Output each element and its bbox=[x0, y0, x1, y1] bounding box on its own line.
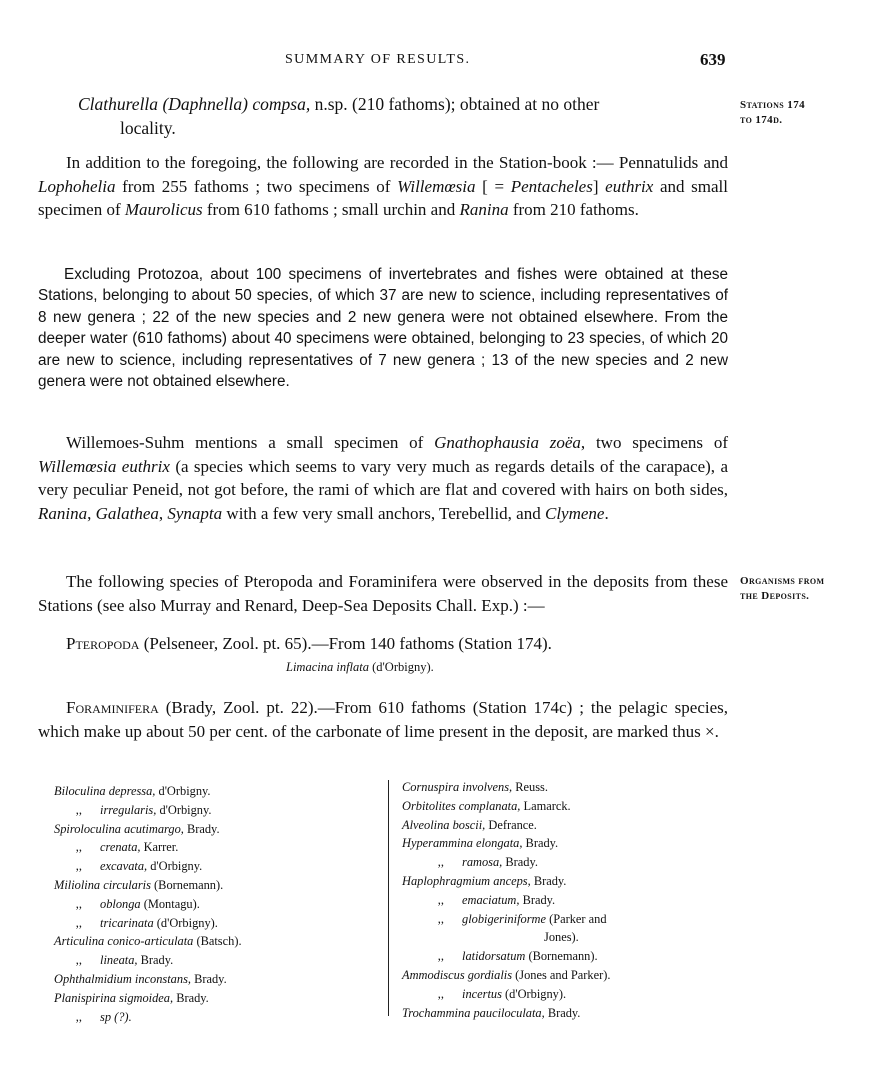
taxon-author: Jones). bbox=[544, 930, 579, 945]
species-row bbox=[54, 970, 384, 989]
species-row bbox=[402, 834, 712, 853]
taxon-name: irregularis, bbox=[100, 802, 157, 817]
text: from 610 fathoms ; small urchin and bbox=[202, 200, 460, 219]
taxon-author: Brady. bbox=[502, 855, 538, 870]
text: , bbox=[158, 503, 168, 523]
species-row bbox=[54, 895, 384, 914]
species-row bbox=[402, 797, 712, 816]
taxon-name: Orbitolites complanata, bbox=[402, 798, 521, 813]
taxon-author: Karrer. bbox=[140, 840, 179, 855]
text: (Pelseneer, Zool. pt. 65).—From 140 fathoms (Station 174). bbox=[139, 634, 552, 653]
taxon-author: Brady. bbox=[530, 873, 567, 888]
taxon-name: incertus bbox=[462, 986, 502, 1001]
taxon-author: (d'Orbigny). bbox=[153, 915, 218, 930]
species-row bbox=[54, 876, 384, 895]
taxon-name: Ammodiscus gordialis bbox=[402, 967, 513, 982]
ditto-mark: ,, bbox=[437, 986, 444, 1001]
taxon-name: emaciatum, bbox=[462, 892, 520, 907]
taxon-name: Planispirina sigmoidea, bbox=[54, 990, 174, 1005]
text: (a species which seems to vary very much as regards details of the carapace), a very peculiar Peneid, not got before, the rami of which are flat and covered with hairs on both sides, bbox=[38, 456, 728, 499]
ditto-mark: ,, bbox=[437, 911, 444, 926]
taxon-name: Trochammina pauciloculata, bbox=[402, 1005, 545, 1020]
section-label: Foraminifera bbox=[66, 698, 159, 717]
running-title: SUMMARY OF RESULTS. bbox=[285, 52, 471, 67]
taxon-name: globigeriniforme bbox=[462, 911, 546, 926]
text: , two specimens of bbox=[580, 433, 728, 452]
taxon-name: ramosa, bbox=[462, 855, 503, 870]
taxon: Ranina bbox=[38, 503, 88, 523]
species-row bbox=[54, 914, 384, 933]
taxon-author: (Montagu). bbox=[140, 896, 200, 911]
text: . bbox=[604, 503, 609, 523]
ditto-mark: ,, bbox=[75, 859, 82, 874]
text: , bbox=[87, 503, 96, 523]
text: (Brady, Zool. pt. 22).—From 610 fathoms (Station 174c) ; the pelagic species, which make up about 50 per cent. of the carbonate of lime present in the deposit, are marked thus ×. bbox=[38, 698, 728, 741]
ditto-mark: ,, bbox=[75, 802, 82, 817]
author: (d'Orbigny). bbox=[369, 660, 434, 674]
taxon-author: d'Orbigny. bbox=[147, 859, 203, 874]
taxon-name: Alveolina boscii, bbox=[402, 817, 486, 832]
taxon-author: (Parker and bbox=[545, 911, 607, 926]
species-row bbox=[402, 947, 712, 966]
section-label: Pteropoda bbox=[66, 634, 140, 653]
taxon: Clymene bbox=[544, 503, 605, 523]
taxon-author: Brady. bbox=[519, 892, 556, 907]
taxon-author: (Batsch). bbox=[193, 934, 242, 949]
text: from 255 fathoms ; two specimens of bbox=[115, 176, 398, 196]
taxon-author: (Bornemann). bbox=[525, 949, 598, 964]
taxon-name: Articulina conico-articulata bbox=[54, 934, 194, 949]
taxon: euthrix bbox=[605, 176, 654, 196]
ditto-mark: ,, bbox=[437, 892, 444, 907]
ditto-mark: ,, bbox=[437, 855, 444, 870]
taxon: Willemœsia bbox=[397, 176, 476, 196]
species-row bbox=[54, 989, 384, 1008]
taxon-name: Hyperammina elongata, bbox=[402, 836, 523, 851]
pteropoda-species bbox=[286, 660, 434, 675]
paragraph-deposits bbox=[38, 570, 728, 617]
paragraph-summary bbox=[38, 264, 728, 392]
species-row bbox=[402, 910, 712, 929]
species-row bbox=[54, 782, 384, 801]
taxon: Willemœsia euthrix bbox=[38, 456, 170, 476]
taxon-name: Spiroloculina acutimargo, bbox=[54, 821, 184, 836]
taxon-author: (Jones and Parker). bbox=[512, 967, 611, 982]
text: from 210 fathoms. bbox=[508, 200, 639, 219]
ditto-mark: ,, bbox=[75, 1009, 82, 1024]
species-name: compsa, bbox=[252, 94, 311, 114]
species-row bbox=[54, 932, 384, 951]
paragraph-willemoes-suhm bbox=[38, 431, 728, 525]
species-entry-text: n.sp. (210 fathoms); obtained at no other bbox=[314, 94, 600, 114]
margin-note-line: Stations 174 bbox=[740, 99, 805, 111]
text: ] bbox=[592, 176, 606, 196]
taxon-author: (Bornemann). bbox=[150, 877, 224, 892]
ditto-mark: ,, bbox=[75, 953, 82, 968]
taxon-name: Haplophragmium anceps, bbox=[402, 873, 531, 888]
taxon-name: lineata, bbox=[100, 953, 138, 968]
species-entry bbox=[78, 93, 726, 140]
taxon-name: Biloculina depressa, bbox=[54, 784, 156, 798]
text: [ = bbox=[475, 176, 511, 196]
species-row bbox=[402, 816, 712, 835]
taxon-author: Brady. bbox=[191, 971, 227, 986]
taxon: Gnathophausia zoëa bbox=[434, 433, 581, 452]
taxon-name: oblonga bbox=[100, 896, 141, 911]
taxon-name: Miliolina circularis bbox=[54, 877, 151, 892]
taxon-name: sp (?). bbox=[100, 1009, 132, 1024]
species-row bbox=[54, 857, 384, 876]
species-row bbox=[402, 985, 712, 1004]
taxon: Pentacheles bbox=[510, 176, 593, 196]
margin-note-line: to 174d. bbox=[740, 114, 783, 126]
taxon-name: Ophthalmidium inconstans, bbox=[54, 971, 191, 986]
species-row bbox=[54, 951, 384, 970]
species-row bbox=[402, 853, 712, 872]
taxon-name: Cornuspira involvens, bbox=[402, 780, 513, 794]
species-row bbox=[402, 891, 712, 910]
margin-note-line: the Deposits. bbox=[740, 590, 810, 602]
taxon: Ranina bbox=[459, 200, 509, 219]
species-row bbox=[54, 820, 384, 839]
foraminifera-paragraph bbox=[38, 696, 728, 743]
ditto-mark: ,, bbox=[75, 840, 82, 855]
text: and small specimen of bbox=[38, 176, 728, 219]
taxon-author: Brady. bbox=[173, 990, 209, 1005]
taxon-author: Lamarck. bbox=[520, 798, 571, 813]
paragraph-station-book bbox=[38, 151, 728, 222]
taxon-author: d'Orbigny. bbox=[156, 802, 212, 817]
ditto-mark: ,, bbox=[75, 896, 82, 911]
taxon-author: (d'Orbigny). bbox=[501, 986, 567, 1001]
species-row bbox=[402, 872, 712, 891]
text: In addition to the foregoing, the following are recorded in the Station-book :— Pennatulids and bbox=[66, 153, 728, 172]
taxon-name: latidorsatum bbox=[462, 949, 526, 964]
taxon-author: d'Orbigny. bbox=[155, 784, 211, 798]
left-species-column bbox=[54, 782, 384, 1026]
taxon: Synapta bbox=[167, 503, 223, 523]
taxon: Maurolicus bbox=[124, 200, 203, 219]
genus: Clathurella bbox=[78, 94, 159, 114]
text: with a few very small anchors, Terebellid, and bbox=[222, 503, 545, 523]
margin-note-line: Organisms from bbox=[740, 575, 825, 587]
taxon-author: Brady. bbox=[544, 1005, 581, 1020]
text: The following species of Pteropoda and Foraminifera were observed in the deposits from these Stations (see also Murray and Renard, Deep-Sea Deposits Chall. Exp.) :— bbox=[38, 572, 728, 615]
margin-note-organisms bbox=[740, 574, 824, 604]
taxon: Limacina inflata bbox=[286, 660, 369, 674]
species-row bbox=[402, 778, 712, 797]
species-row bbox=[54, 801, 384, 820]
taxon-author: Brady. bbox=[183, 821, 220, 836]
text: Excluding Protozoa, about 100 specimens of invertebrates and fishes were obtained at these Stations, belonging to about 50 species, of which 37 are new to science, including representatives of 8 new genera ; 22 of the new species and 2 new genera were not obtained elsewhere. From the deeper water (610 fathoms) about 40 specimens were obtained, belonging to 23 species, of which 20 are new to science, including representatives of 7 new genera ; 13 of the new species and 2 new genera were not obtained elsewhere. bbox=[38, 266, 728, 391]
taxon-author: Defrance. bbox=[485, 817, 537, 832]
taxon: Galathea bbox=[95, 503, 159, 523]
species-row bbox=[54, 838, 384, 857]
species-row bbox=[402, 966, 712, 985]
taxon-name: tricarinata bbox=[100, 915, 154, 930]
ditto-mark: ,, bbox=[75, 915, 82, 930]
taxon-name: excavata, bbox=[100, 859, 148, 874]
subgenus: (Daphnella) bbox=[162, 94, 248, 114]
species-row bbox=[402, 928, 712, 947]
pteropoda-heading bbox=[66, 632, 726, 656]
text: Willemoes-Suhm mentions a small specimen of bbox=[66, 433, 435, 452]
ditto-mark: ,, bbox=[437, 949, 444, 964]
taxon: Lophohelia bbox=[38, 176, 116, 196]
taxon-author: Brady. bbox=[522, 836, 559, 851]
species-row bbox=[54, 1008, 384, 1027]
page-number: 639 bbox=[700, 50, 726, 69]
species-row bbox=[402, 1004, 712, 1023]
right-species-column bbox=[402, 778, 712, 1022]
taxon-author: Reuss. bbox=[512, 780, 548, 794]
species-entry-text-2: locality. bbox=[120, 117, 176, 138]
taxon-name: crenata, bbox=[100, 840, 141, 855]
margin-note-stations bbox=[740, 98, 805, 128]
column-divider bbox=[388, 780, 389, 1016]
taxon-author: Brady. bbox=[137, 953, 174, 968]
